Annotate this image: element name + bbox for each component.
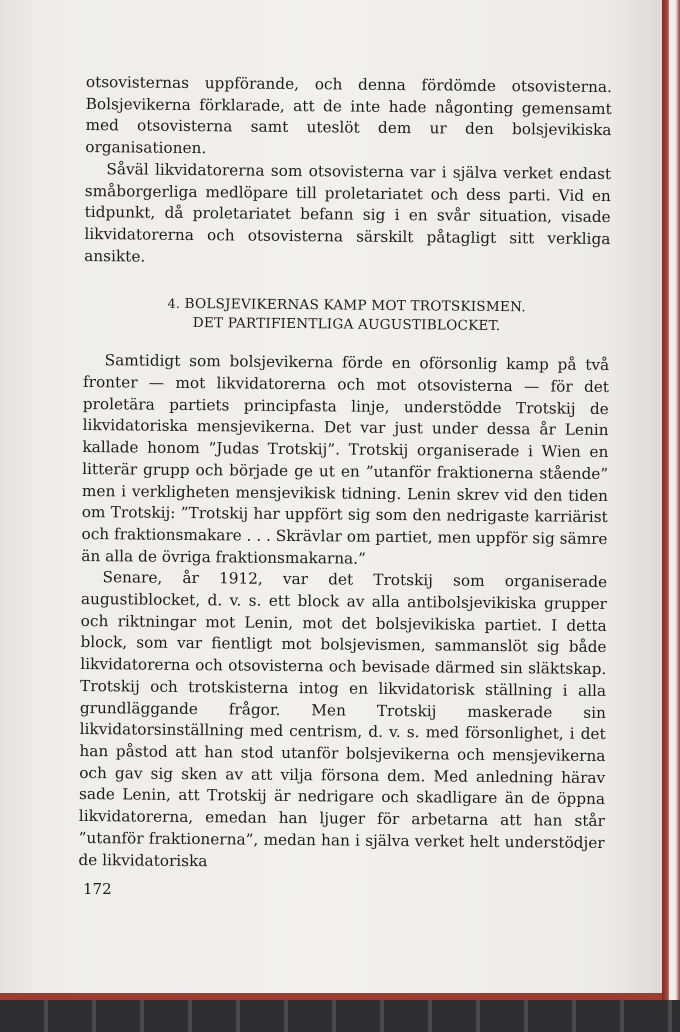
paragraph: Senare, år 1912, var det Trotskij som organiserade augustiblocket, d. v. s. ett block av alla antibolsjevikiska grupper och riktningar mot Lenin, mot det bolsjevikiska partiet. I detta block, som var fientligt mot bolsjevismen, sammanslöt sig både likvidatorerna och otsovisterna och bevisade därmed sin släktskap. Trotskij och trotskisterna intog en likvidatorisk ställning i alla grundläggande frågor. Men Trotskij maskerade sin likvidatorsinställning med centrism, d. v. s. med försonlighet, i det han påstod att han stod utanför bolsjevikerna och mensjevikerna och gav sig sken av att vilja försona dem. Med anledning härav sade Lenin, att Trotskij är nedrigare och skadligare än de öppna likvidatorerna, emedan han ljuger för arbetarna att han står ”utanför fraktionerna”, medan han i själva verket helt understödjer de likvidatoriska bbox=[78, 568, 608, 870]
book-edge bbox=[662, 0, 680, 1000]
section-title-line-1: BOLSJEVIKERNAS KAMP MOT TROTSKISMEN. bbox=[184, 296, 526, 316]
page-number: 172 bbox=[83, 880, 112, 898]
paragraph: Samtidigt som bolsjevikerna förde en oförsonlig kamp på två fronter — mot likvidatorerna och mot otsovisterna — för det proletära partiets principfasta linje, understödde Trotskij de likvidatoriska mensjevikerna. Det var just under dessa år Lenin kallade honom ”Judas Trotskij”. Trotskij organiserade i Wien en litterär grupp och började ge ut en ”utanför fraktionerna stående” men i verkligheten mensjevikisk tidning. Lenin skrev vid den tiden om Trotskij: ”Trotskij har uppfört sig som den nedrigaste karriärist och fraktionsmakare . . . Skrävlar om partiet, men uppför sig sämre än alla de övriga fraktionsmakarna.” bbox=[81, 351, 610, 568]
section-number: 4. bbox=[167, 296, 181, 312]
page-body bbox=[78, 72, 612, 876]
paragraph: otsovisternas uppförande, och denna fördömde otsovisterna. Bolsjevikerna förklarade, att de inte hade någonting gemensamt med otsovisterna samt uteslöt dem ur den bolsjevikiska organisationen. bbox=[85, 72, 612, 158]
background-strip bbox=[0, 1000, 680, 1032]
section-title-line-2: DET PARTIFIENTLIGA AUGUSTIBLOCKET. bbox=[192, 315, 501, 335]
paragraph: Såväl likvidatorerna som otsovisterna var i själva verket endast småborgerliga medlöpare till proletariatet och dess parti. Vid en tidpunkt, då proletariatet befann sig i en svår situation, visade likvidatorerna och otsovisterna särskilt påtagligt sitt verkliga ansikte. bbox=[84, 160, 612, 266]
section-heading bbox=[84, 293, 610, 337]
